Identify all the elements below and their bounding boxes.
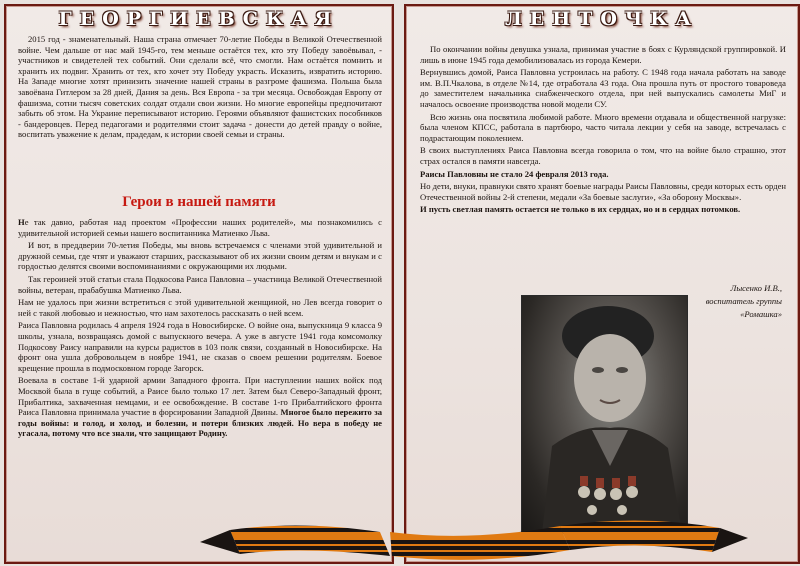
story-paragraph-1: Не так давно, работая над проектом «Профессии наших родителей», мы познакомились с удивительной историей семьи нашего воспитанника Матиенко Льва. <box>18 217 382 238</box>
story-paragraph-6: Воевала в составе 1-й ударной армии Западного фронта. При наступлении наших войск под Москвой была в гуще событий, а Раисе было только 17 лет. Затем был Северо-Западный фронт, Прибалтика, захваченная немцами, и ее освобождение. В составе 1-го Прибалтийского фронта Раиса Павловна принимала участие в форсировании Западной Двины. Многое было пережито за годы войны: и голод, и холод, и болезни, и потери близких людей. Но вера в победу не угасала, потому что все знали, что защищают Родину. <box>18 375 382 439</box>
drop-letter: Н <box>18 217 25 227</box>
right-text <box>420 44 786 217</box>
story-paragraph-2: И вот, в преддверии 70-летия Победы, мы вновь встречаемся с членами этой удивительной и дружной семьи, где чтят и уважают старших, рассказывают об их жизни своим детям и внукам и с гордостью делятся своими воспоминаниями с окружающими их людьми. <box>18 240 382 272</box>
veteran-portrait-photo <box>521 295 688 534</box>
right-paragraph-1: По окончании войны девушка узнала, принимая участие в боях с Курляндской группировкой. И лишь в июне 1945 года демобилизовалась из города Кемери. <box>420 44 786 65</box>
right-paragraph-4: В своих выступлениях Раиса Павловна всегда говорила о том, что на войне было страшно, этот страх остался в памяти навсегда. <box>420 145 786 166</box>
portrait-icon <box>522 296 687 533</box>
intro-text <box>18 34 382 142</box>
right-paragraph-2: Вернувшись домой, Раиса Павловна устроилась на работу. С 1948 года начала работать на заводе им. В.П.Чкалова, в отделе №14, где отработала 43 года. Она прошла путь от простого товароведа до заместителем начальника снабженческого отдела, при ней выпускались самолеты МиГ и началось освоение производства новой модели СУ. <box>420 67 786 109</box>
story-paragraph-3: Так героиней этой статьи стала Подкосова Раиса Павловна – участница Великой Отечественной войны, ветеран, прабабушка Матиенко Льва. <box>18 273 382 295</box>
right-heading: ЛЕНТОЧКА <box>504 8 700 30</box>
right-paragraph-5: Раисы Павловны не стало 24 февраля 2013 года. <box>420 168 609 179</box>
section-subheading: Герои в нашей памяти <box>122 194 276 210</box>
signature-role: воспитатель группы <box>705 296 782 306</box>
left-page <box>4 4 394 564</box>
story-paragraph-5: Раиса Павловна родилась 4 апреля 1924 года в Новосибирске. О войне она, выпускница 9 класса 9 школы, узнала, возвращаясь домой с выпускного вечера. А уже в августе 1941 года комсомолку Подкосову Раису направили на курсы радистов в 103 полк связи, созданный в Новосибирске. На фронт она ушла добровольцем в ноябре 1941, не сказав о своем решении родителям. Боевое крещение прошла в подмосковном городе Загорск. <box>18 320 382 373</box>
right-paragraph-7: И пусть светлая память остается не только в их сердцах, но и в сердцах потомков. <box>420 204 741 215</box>
intro-paragraph: 2015 год - знаменательный. Наша страна отмечает 70-летие Победы в Великой Отечественной войне. Чем дальше от нас май 1945-го, тем меньше остаётся тех, кто эту Победу завоёвывал, - участников и свидетелей тех событий. Они сделали всё, что смогли. Нам остаётся помнить и хранить их подвиг. Хранить от тех, кто хочет эту Победу украсть. Исказить, извратить историю. На Западе многие хотят принизить значение нашей страны в разгроме фашизма. Польша была завоёвана Гитлером за 28 дней, Дания за день. Вся Европа - за три месяца. Освобождая Европу от фашизма, сотни тысяч советских солдат отдали свои жизни. Но многие европейцы предпочитают забыть об этом. На Украине переписывают историю. Героями объявляют фашистских пособников - бандеровцев. Перед педагогами и родителями стоит задача - донести до детей правду о войне, воспитать уважение к делам, прадедам, к истории своей семьи и страны. <box>18 34 382 140</box>
st-george-ribbon <box>0 512 800 566</box>
right-paragraph-3: Всю жизнь она посвятила любимой работе. Много времени отдавала и общественной нагрузке: была членом КПСС, работала в партбюро, часто читала лекции у себя на заводе, встречалась с подрастающим поколением. <box>420 111 786 143</box>
right-page <box>404 4 800 564</box>
story-text <box>18 217 382 441</box>
story-paragraph-4: Нам не удалось при жизни встретиться с этой удивительной женщиной, но Лев всегда говорит о ней с такой любовью и нежностью, что нам захотелось рассказать о ней всем. <box>18 297 382 318</box>
right-paragraph-6: Но дети, внуки, правнуки свято хранят боевые награды Раисы Павловны, среди которых есть орден Отечественной войны 2-й степени, медали «За боевые заслуги», «За оборону Москвы». <box>420 181 786 202</box>
signature-group: «Ромашка» <box>740 309 782 319</box>
left-heading: ГЕОРГИЕВСКАЯ <box>58 8 340 30</box>
signature-name: Лысенко И.В., <box>730 283 782 293</box>
signature <box>706 282 782 321</box>
